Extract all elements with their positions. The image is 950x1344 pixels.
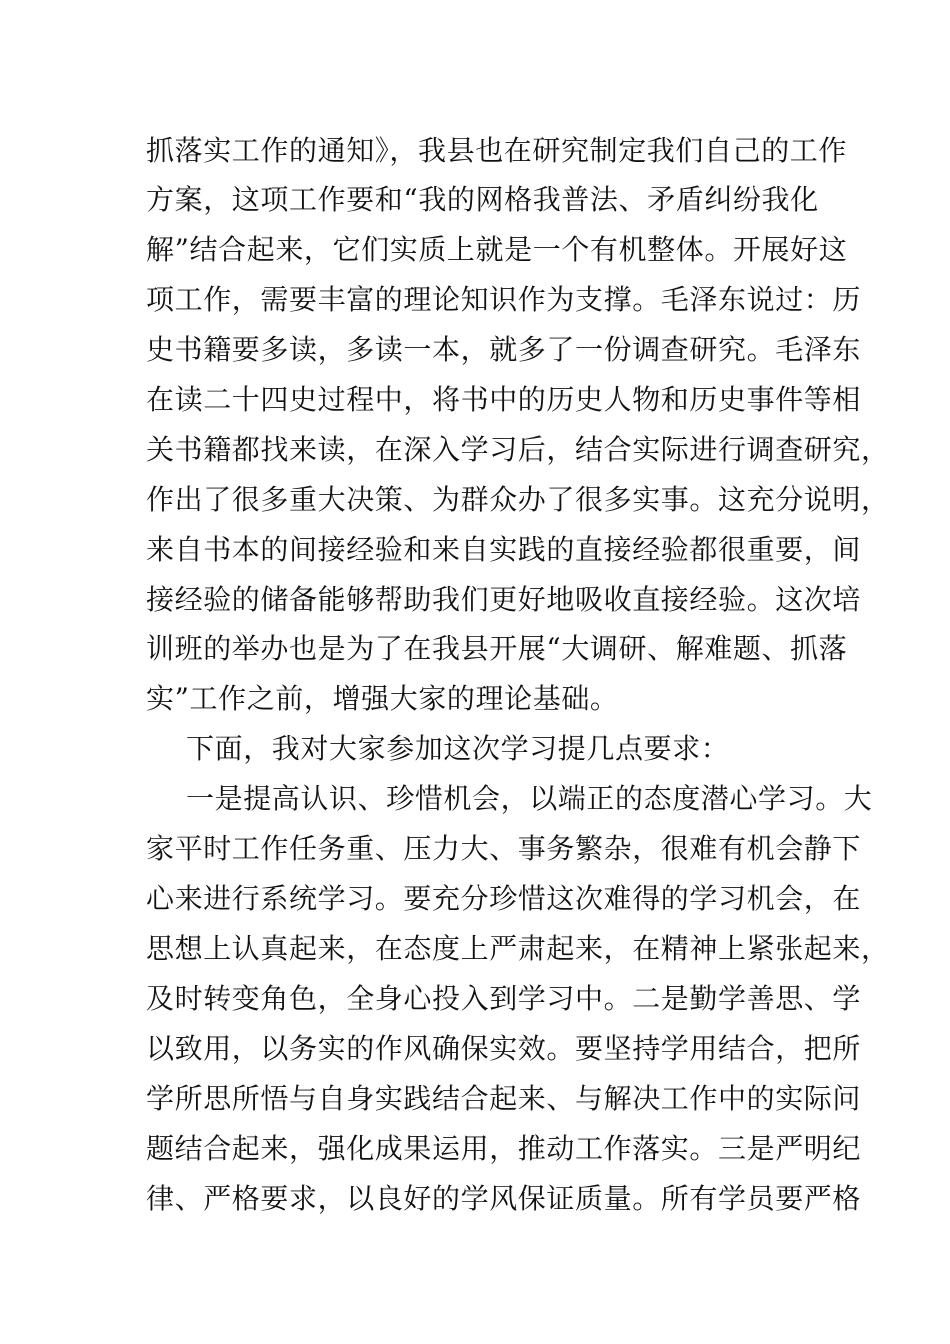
text-line: 项工作，需要丰富的理论知识作为支撑。毛泽东说过：历 (146, 283, 862, 316)
text-line: 学所思所悟与自身实践结合起来、与解决工作中的实际问 (146, 1082, 862, 1115)
text-line: 解”结合起来，它们实质上就是一个有机整体。开展好这 (146, 233, 848, 266)
text-line: 心来进行系统学习。要充分珍惜这次难得的学习机会，在 (146, 882, 862, 915)
text-line: 题结合起来，强化成果运用，推动工作落实。三是严明纪 (146, 1132, 862, 1165)
text-line: 关书籍都找来读，在深入学习后，结合实际进行调查研究， (146, 433, 890, 466)
paragraph-first-line: 下面，我对大家参加这次学习提几点要求： (186, 732, 730, 765)
text-line: 家平时工作任务重、压力大、事务繁杂，很难有机会静下 (146, 832, 862, 865)
text-line: 在读二十四史过程中，将书中的历史人物和历史事件等相 (146, 383, 862, 416)
text-line: 来自书本的间接经验和来自实践的直接经验都很重要，间 (146, 533, 862, 566)
text-line: 及时转变角色，全身心投入到学习中。二是勤学善思、学 (146, 982, 862, 1015)
text-line: 训班的举办也是为了在我县开展“大调研、解难题、抓落 (146, 632, 848, 665)
text-line: 接经验的储备能够帮助我们更好地吸收直接经验。这次培 (146, 583, 862, 616)
text-line: 史书籍要多读，多读一本，就多了一份调查研究。毛泽东 (146, 333, 862, 366)
text-line: 实”工作之前，增强大家的理论基础。 (146, 682, 619, 715)
text-line: 以致用，以务实的作风确保实效。要坚持学用结合，把所 (146, 1032, 862, 1065)
text-line: 方案，这项工作要和“我的网格我普法、矛盾纠纷我化 (146, 183, 819, 216)
text-line: 抓落实工作的通知》，我县也在研究制定我们自己的工作 (146, 134, 848, 167)
text-line: 作出了很多重大决策、为群众办了很多实事。这充分说明， (146, 483, 890, 516)
text-line: 思想上认真起来，在态度上严肃起来，在精神上紧张起来， (146, 932, 890, 965)
text-line: 律、严格要求，以良好的学风保证质量。所有学员要严格 (146, 1182, 862, 1215)
paragraph-first-line: 一是提高认识、珍惜机会，以端正的态度潜心学习。大 (186, 782, 873, 815)
